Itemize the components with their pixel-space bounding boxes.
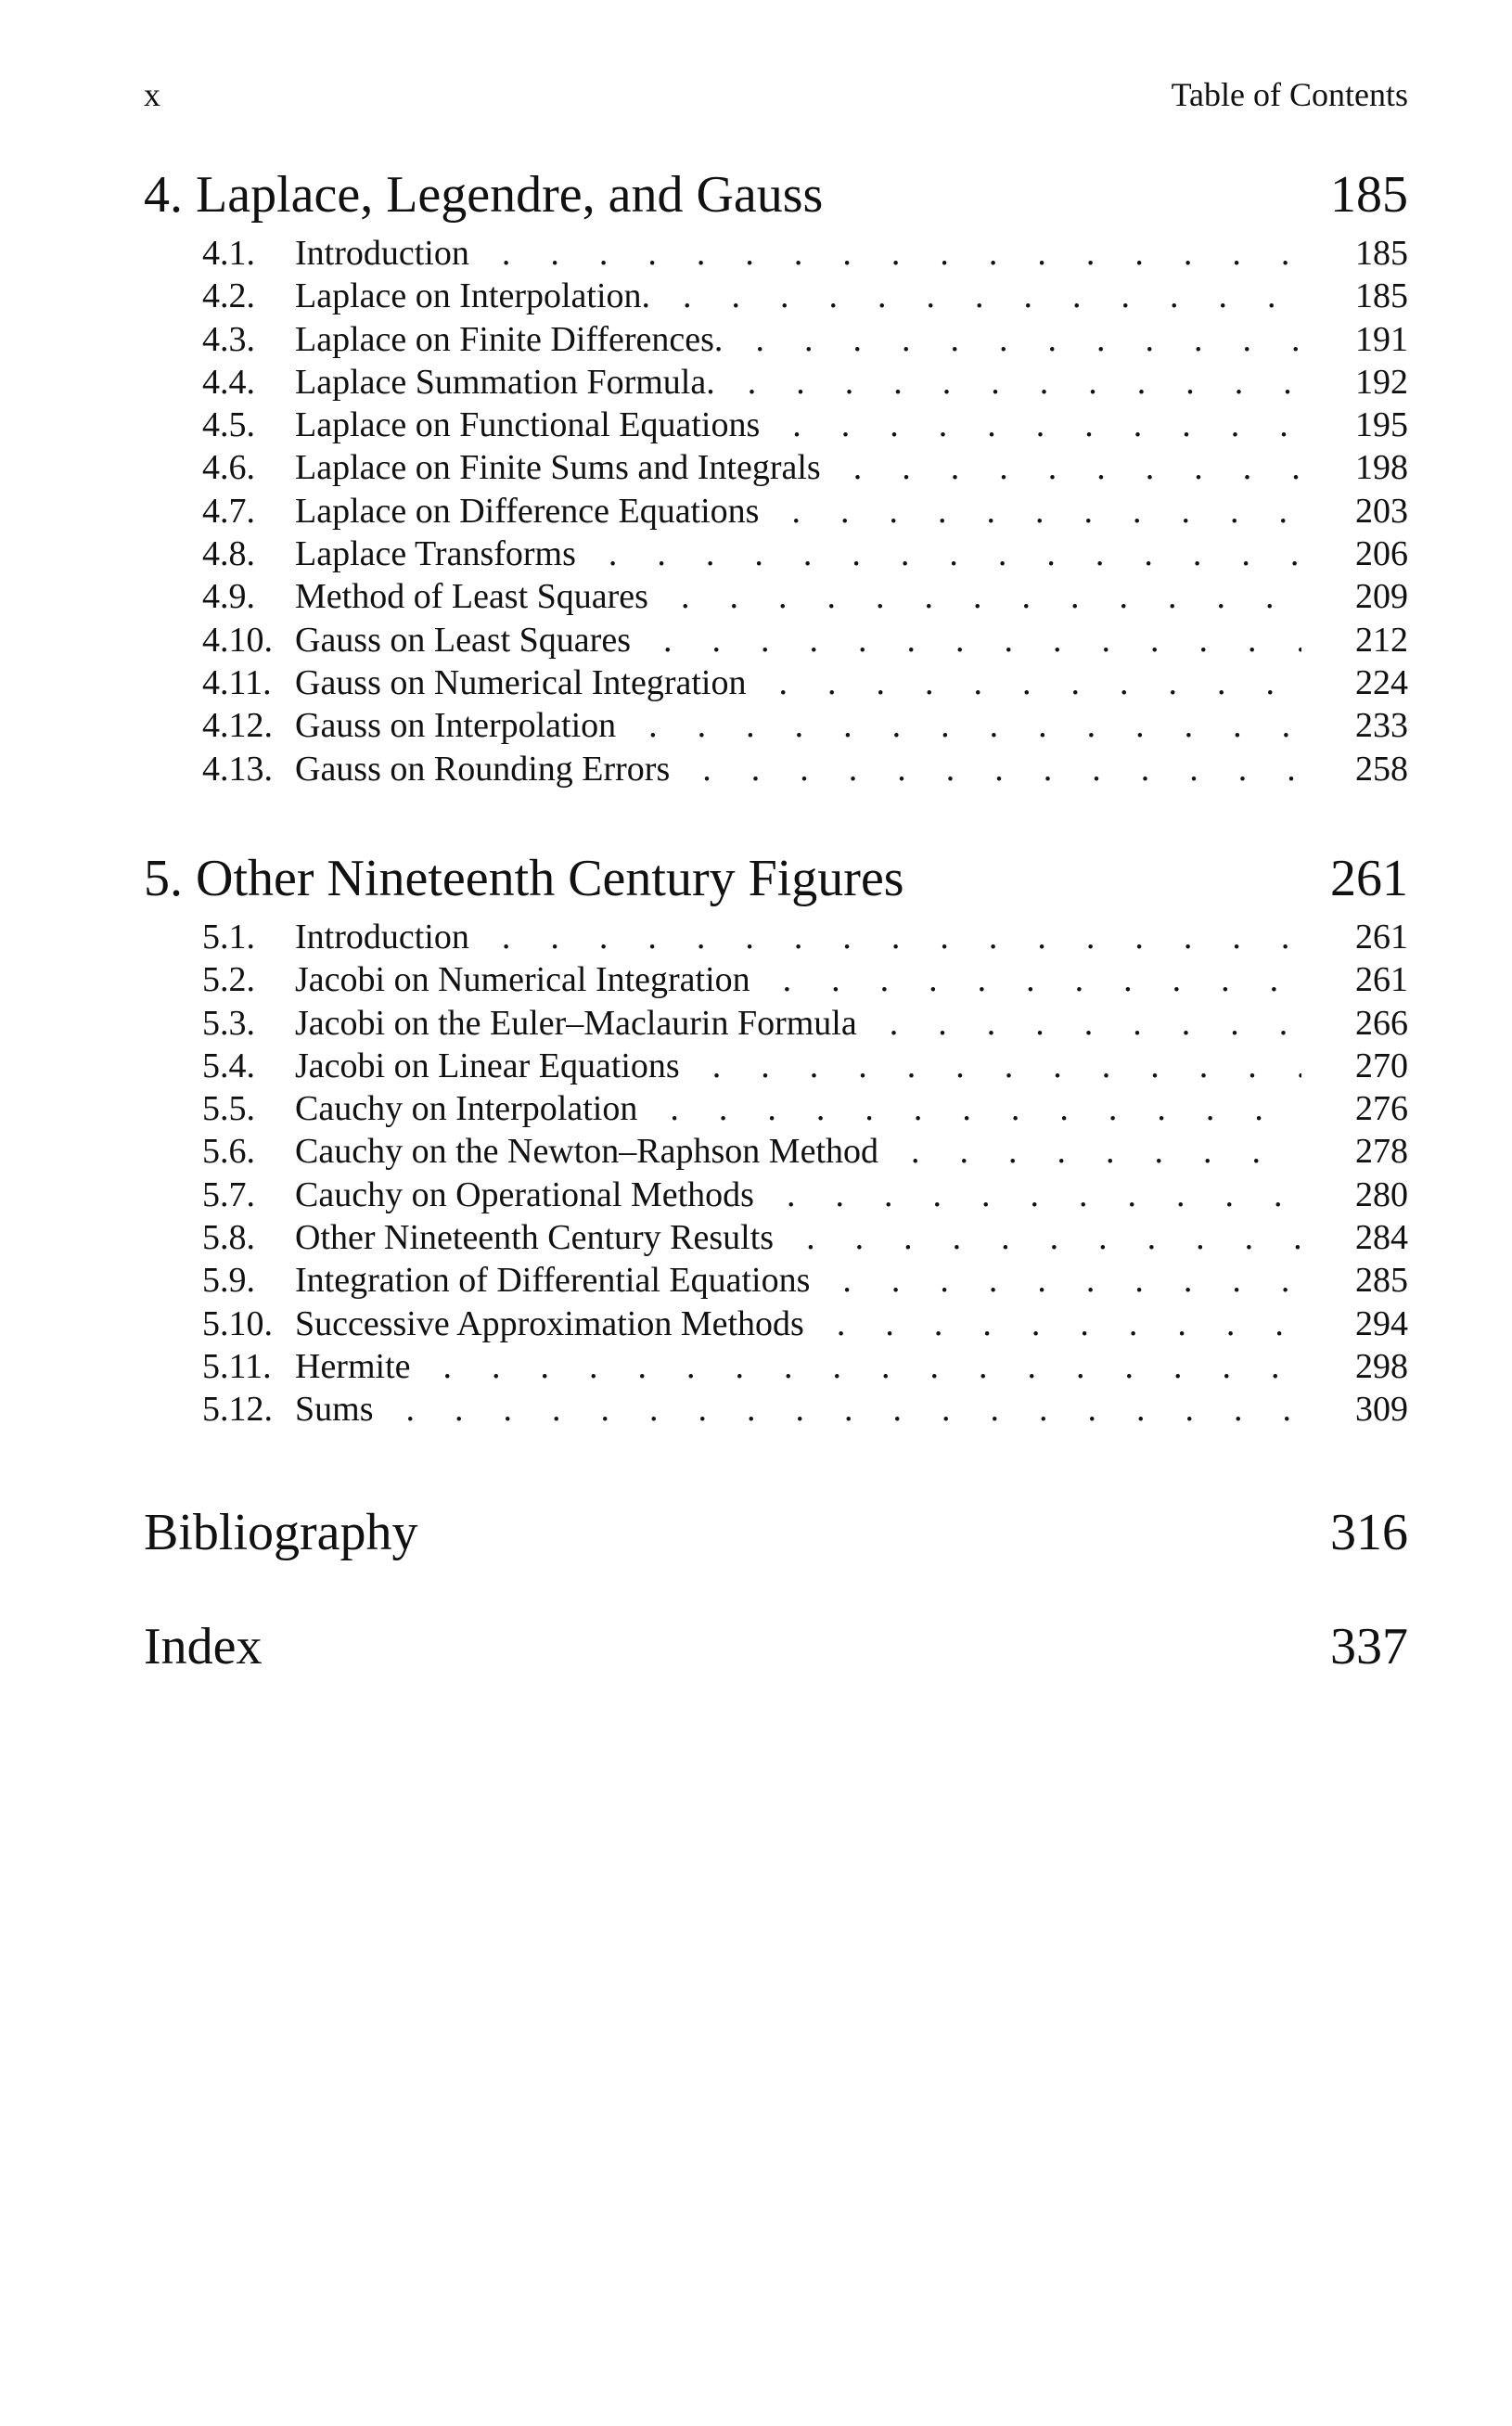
toc-entry[interactable] bbox=[144, 619, 1408, 661]
section-title: Integration of Differential Equations . . bbox=[295, 1259, 1301, 1302]
section-page: 185 bbox=[1355, 234, 1408, 273]
section-number: 5.4. bbox=[202, 1046, 255, 1085]
section-title: Gauss on Interpolation . . bbox=[295, 704, 1301, 747]
toc-entry[interactable] bbox=[144, 1345, 1408, 1388]
toc-entry[interactable] bbox=[144, 1216, 1408, 1259]
section-page: 192 bbox=[1355, 362, 1408, 402]
toc-entry[interactable] bbox=[144, 1002, 1408, 1045]
section-page: 278 bbox=[1355, 1132, 1408, 1172]
section-title: Cauchy on Interpolation . . bbox=[295, 1087, 1301, 1130]
running-title: Table of Contents bbox=[1171, 76, 1408, 113]
chapter-title[interactable]: 5. Other Nineteenth Century Figures bbox=[144, 850, 904, 907]
bibliography-heading bbox=[144, 1503, 1408, 1562]
section-list bbox=[144, 916, 1408, 1431]
toc-entry[interactable] bbox=[144, 275, 1408, 317]
section-page: 261 bbox=[1355, 918, 1408, 956]
section-number: 4.8. bbox=[202, 534, 255, 574]
section-number: 4.3. bbox=[202, 319, 255, 359]
bibliography-title[interactable]: Bibliography bbox=[144, 1504, 418, 1561]
section-number: 5.7. bbox=[202, 1174, 255, 1214]
section-title: Introduction . . bbox=[295, 232, 1301, 275]
section-number: 5.9. bbox=[202, 1261, 255, 1301]
section-number: 4.1. bbox=[202, 234, 255, 273]
toc-entry[interactable] bbox=[144, 232, 1408, 275]
section-title: Jacobi on Numerical Integration . . bbox=[295, 958, 1301, 1001]
section-page: 191 bbox=[1355, 319, 1408, 359]
index-title[interactable]: Index bbox=[144, 1618, 263, 1675]
section-list bbox=[144, 232, 1408, 790]
section-title: Hermite . . bbox=[295, 1345, 1301, 1388]
section-number: 4.2. bbox=[202, 276, 255, 316]
section-number: 5.1. bbox=[202, 918, 255, 956]
section-title: Jacobi on Linear Equations . . bbox=[295, 1045, 1301, 1087]
section-page: 276 bbox=[1355, 1089, 1408, 1129]
section-title: Laplace on Difference Equations . . bbox=[295, 490, 1301, 533]
toc-entry[interactable] bbox=[144, 361, 1408, 404]
toc-entry[interactable] bbox=[144, 490, 1408, 533]
toc-entry[interactable] bbox=[144, 533, 1408, 575]
section-title: Laplace on Finite Differences. . . bbox=[295, 318, 1301, 361]
toc-entry[interactable] bbox=[144, 1259, 1408, 1302]
chapter-heading bbox=[144, 849, 1408, 908]
section-title: Laplace Transforms . . bbox=[295, 533, 1301, 575]
section-title: Jacobi on the Euler–Maclaurin Formula . . bbox=[295, 1002, 1301, 1045]
section-number: 4.12. bbox=[202, 706, 273, 746]
running-head bbox=[144, 76, 1408, 113]
index-section bbox=[144, 1617, 1408, 1676]
toc-entry[interactable] bbox=[144, 446, 1408, 489]
section-page: 203 bbox=[1355, 491, 1408, 531]
section-title: Laplace Summation Formula. . . bbox=[295, 361, 1301, 404]
section-title: Introduction . . bbox=[295, 916, 1301, 958]
toc-entry[interactable] bbox=[144, 958, 1408, 1001]
section-title: Laplace on Functional Equations . . bbox=[295, 404, 1301, 446]
section-title: Cauchy on Operational Methods . . bbox=[295, 1174, 1301, 1216]
toc-entry[interactable] bbox=[144, 1388, 1408, 1431]
toc-entry[interactable] bbox=[144, 318, 1408, 361]
chapter-4 bbox=[144, 165, 1408, 790]
bibliography-page: 316 bbox=[1330, 1504, 1408, 1561]
section-page: 258 bbox=[1355, 749, 1408, 789]
section-title: Other Nineteenth Century Results . . bbox=[295, 1216, 1301, 1259]
section-number: 5.5. bbox=[202, 1089, 255, 1129]
section-number: 4.4. bbox=[202, 362, 255, 402]
section-page: 195 bbox=[1355, 405, 1408, 445]
toc-entry[interactable] bbox=[144, 704, 1408, 747]
chapter-5 bbox=[144, 849, 1408, 1431]
index-page: 337 bbox=[1330, 1618, 1408, 1675]
chapter-page: 185 bbox=[1330, 166, 1408, 224]
section-title: Gauss on Least Squares . . bbox=[295, 619, 1301, 661]
toc-entry[interactable] bbox=[144, 661, 1408, 704]
section-title: Laplace on Interpolation. . . bbox=[295, 275, 1301, 317]
toc-entry[interactable] bbox=[144, 575, 1408, 618]
section-title: Method of Least Squares . . bbox=[295, 575, 1301, 618]
toc-entry[interactable] bbox=[144, 1130, 1408, 1173]
section-page: 270 bbox=[1355, 1046, 1408, 1085]
chapter-title[interactable]: 4. Laplace, Legendre, and Gauss bbox=[144, 166, 824, 224]
section-page: 224 bbox=[1355, 662, 1408, 702]
section-title: Laplace on Finite Sums and Integrals . . bbox=[295, 446, 1301, 489]
section-number: 4.5. bbox=[202, 405, 255, 445]
section-page: 280 bbox=[1355, 1174, 1408, 1214]
section-page: 209 bbox=[1355, 577, 1408, 617]
section-page: 266 bbox=[1355, 1003, 1408, 1043]
section-number: 4.10. bbox=[202, 620, 273, 660]
section-number: 5.6. bbox=[202, 1132, 255, 1172]
toc-entry[interactable] bbox=[144, 1174, 1408, 1216]
section-page: 206 bbox=[1355, 534, 1408, 574]
section-page: 198 bbox=[1355, 448, 1408, 488]
section-page: 185 bbox=[1355, 276, 1408, 316]
toc-entry[interactable] bbox=[144, 1087, 1408, 1130]
section-number: 4.11. bbox=[202, 662, 272, 702]
section-page: 309 bbox=[1355, 1390, 1408, 1430]
index-heading bbox=[144, 1617, 1408, 1676]
section-page: 233 bbox=[1355, 706, 1408, 746]
section-number: 5.11. bbox=[202, 1346, 272, 1386]
bibliography-section bbox=[144, 1503, 1408, 1562]
section-number: 4.6. bbox=[202, 448, 255, 488]
section-number: 4.9. bbox=[202, 577, 255, 617]
section-number: 5.3. bbox=[202, 1003, 255, 1043]
section-number: 4.7. bbox=[202, 491, 255, 531]
section-page: 294 bbox=[1355, 1303, 1408, 1343]
toc-entry[interactable] bbox=[144, 404, 1408, 446]
section-page: 284 bbox=[1355, 1218, 1408, 1258]
section-number: 5.8. bbox=[202, 1218, 255, 1258]
section-number: 4.13. bbox=[202, 749, 273, 789]
section-title: Gauss on Numerical Integration . . bbox=[295, 661, 1301, 704]
section-number: 5.12. bbox=[202, 1390, 273, 1430]
toc-entry[interactable] bbox=[144, 1303, 1408, 1345]
section-title: Cauchy on the Newton–Raphson Method . . bbox=[295, 1130, 1301, 1173]
chapter-heading bbox=[144, 165, 1408, 225]
section-page: 285 bbox=[1355, 1261, 1408, 1301]
section-number: 5.10. bbox=[202, 1303, 273, 1343]
toc-entry[interactable] bbox=[144, 916, 1408, 958]
toc-entry[interactable] bbox=[144, 1045, 1408, 1087]
toc-entry[interactable] bbox=[144, 748, 1408, 790]
section-title: Gauss on Rounding Errors . . bbox=[295, 748, 1301, 790]
page-folio: x bbox=[144, 76, 160, 113]
section-page: 212 bbox=[1355, 620, 1408, 660]
section-title: Sums . . bbox=[295, 1388, 1301, 1431]
section-page: 261 bbox=[1355, 960, 1408, 1000]
section-page: 298 bbox=[1355, 1346, 1408, 1386]
section-number: 5.2. bbox=[202, 960, 255, 1000]
chapter-page: 261 bbox=[1330, 850, 1408, 907]
section-title: Successive Approximation Methods . . bbox=[295, 1303, 1301, 1345]
